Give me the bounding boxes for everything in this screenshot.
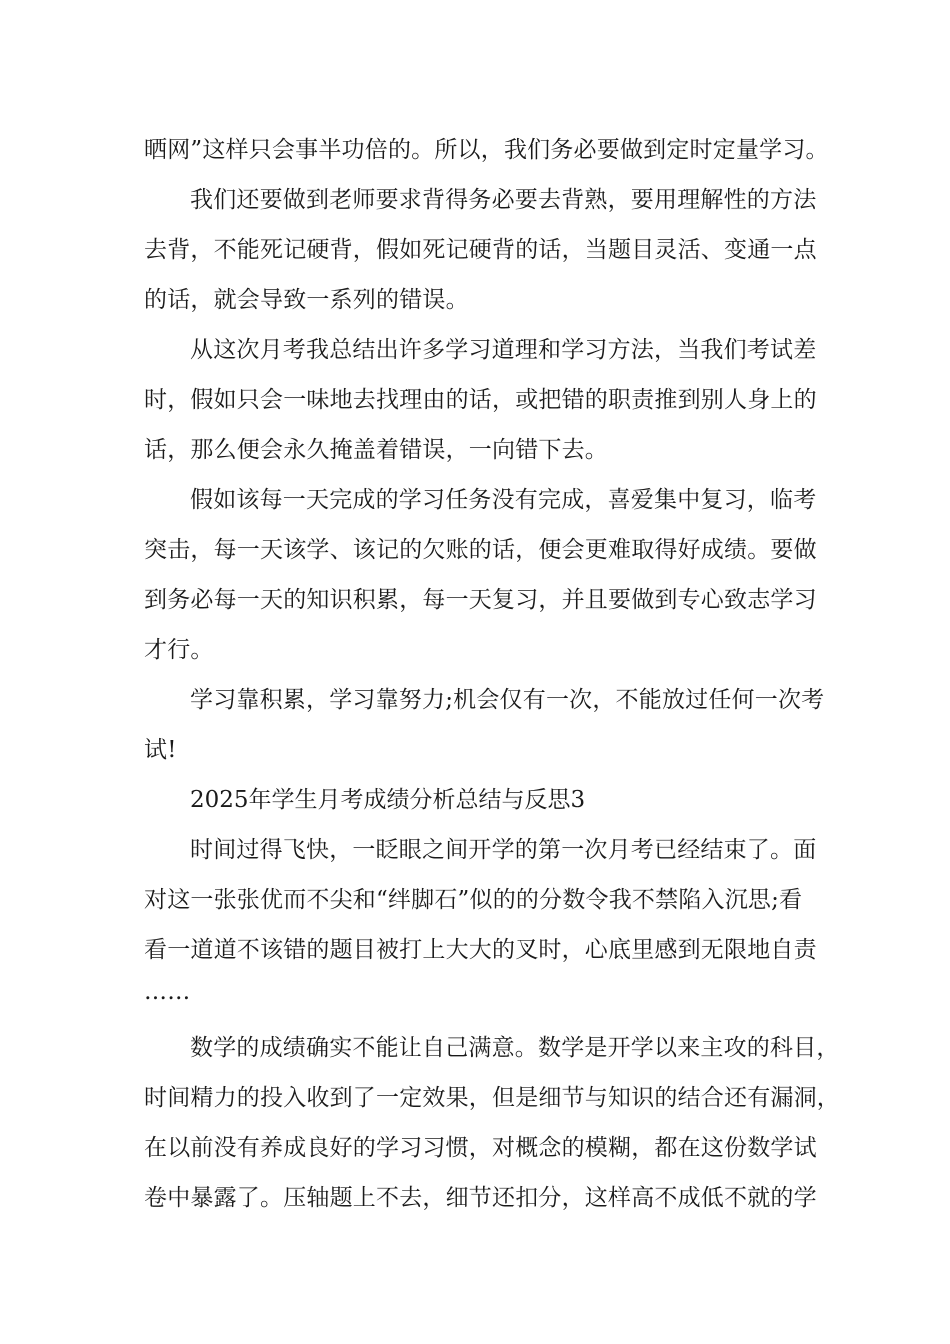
paragraph-line: 时间精力的投入收到了一定效果，但是细节与知识的结合还有漏洞， <box>144 1085 840 1111</box>
paragraph-line: 数学的成绩确实不能让自己满意。数学是开学以来主攻的科目， <box>190 1035 840 1061</box>
paragraph-line: 突击，每一天该学、该记的欠账的话，便会更难取得好成绩。要做 <box>144 537 817 563</box>
paragraph-line: 话，那么便会永久掩盖着错误，一向错下去。 <box>144 437 608 463</box>
paragraph-line: 从这次月考我总结出许多学习道理和学习方法，当我们考试差 <box>190 337 817 363</box>
section-heading: 2025年学生月考成绩分析总结与反思3 <box>190 787 586 813</box>
paragraph-line: 去背，不能死记硬背，假如死记硬背的话，当题目灵活、变通一点 <box>144 237 817 263</box>
paragraph-line: 时间过得飞快，一眨眼之间开学的第一次月考已经结束了。面 <box>190 837 817 863</box>
paragraph-line: 卷中暴露了。压轴题上不去，细节还扣分，这样高不成低不就的学 <box>144 1185 817 1211</box>
paragraph-line: 到务必每一天的知识积累，每一天复习，并且要做到专心致志学习 <box>144 587 817 613</box>
paragraph-line: …… <box>144 979 191 1005</box>
paragraph-line: 假如该每一天完成的学习任务没有完成，喜爱集中复习，临考 <box>190 487 817 513</box>
paragraph-line: 看一道道不该错的题目被打上大大的叉时，心底里感到无限地自责 <box>144 937 817 963</box>
paragraph-line: 在以前没有养成良好的学习习惯，对概念的模糊，都在这份数学试 <box>144 1135 817 1161</box>
paragraph-line: 学习靠积累，学习靠努力;机会仅有一次，不能放过任何一次考 <box>190 687 825 713</box>
paragraph-line: 我们还要做到老师要求背得务必要去背熟，要用理解性的方法 <box>190 187 817 213</box>
paragraph-line: 试! <box>144 737 177 763</box>
paragraph-line: 时，假如只会一味地去找理由的话，或把错的职责推到别人身上的 <box>144 387 817 413</box>
paragraph-line: 对这一张张优而不尖和“绊脚石”似的的分数令我不禁陷入沉思;看 <box>144 887 803 913</box>
paragraph-line: 才行。 <box>144 637 214 663</box>
paragraph-line: 的话，就会导致一系列的错误。 <box>144 287 469 313</box>
paragraph-line: 晒网”这样只会事半功倍的。所以，我们务必要做到定时定量学习。 <box>144 137 829 163</box>
